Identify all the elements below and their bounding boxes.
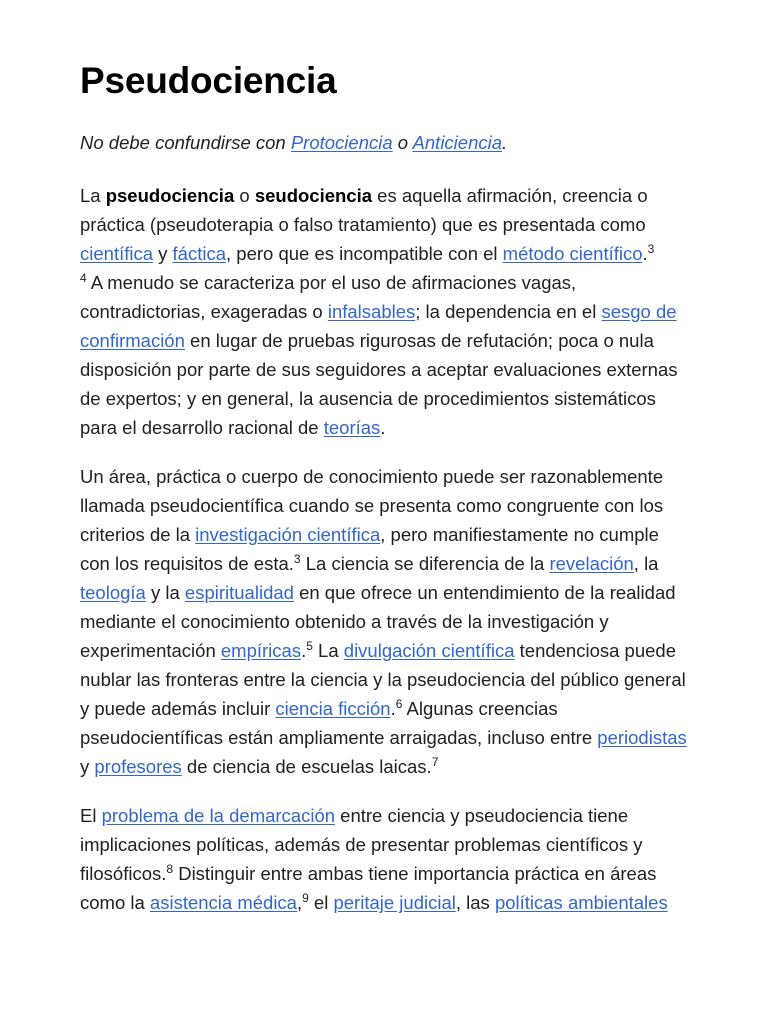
text: y: [80, 756, 95, 777]
text: es aquella afirmación, creencia o práctica (pseudoterapia o falso tratamiento) que es presentada como: [80, 185, 648, 235]
text: A menudo se caracteriza por el uso de afirmaciones vagas, contradictorias, exageradas o: [80, 272, 577, 322]
reference-3[interactable]: 3: [293, 551, 301, 566]
paragraph-demarcation: [80, 801, 688, 917]
link-metodo-cientifico[interactable]: método científico: [502, 243, 643, 264]
link-teologia[interactable]: teología: [80, 582, 146, 603]
text: entre ciencia y pseudociencia tiene implicaciones políticas, además de presentar problemas científicos y filosóficos.: [80, 805, 643, 884]
text: La ciencia se diferencia de la: [300, 553, 550, 574]
text: .: [301, 640, 307, 661]
text: de ciencia de escuelas laicas.: [181, 756, 432, 777]
bold-term-seudociencia: seudociencia: [254, 185, 373, 206]
bold-term-pseudociencia: pseudociencia: [105, 185, 235, 206]
text: y: [153, 243, 173, 264]
link-peritaje-judicial[interactable]: peritaje judicial: [333, 892, 456, 913]
reference-8[interactable]: 8: [166, 861, 174, 876]
link-cientifica[interactable]: científica: [80, 243, 154, 264]
hatnote: [80, 128, 688, 157]
text: y la: [145, 582, 185, 603]
link-asistencia-medica[interactable]: asistencia médica: [149, 892, 297, 913]
page-title: Pseudociencia: [80, 60, 337, 101]
text: .: [390, 698, 396, 719]
link-sesgo-de-confirmacion[interactable]: sesgo de confirmación: [80, 301, 677, 351]
link-anticiencia[interactable]: Anticiencia: [412, 132, 503, 153]
link-protociencia[interactable]: Protociencia: [290, 132, 393, 153]
link-problema-de-la-demarcacion[interactable]: problema de la demarcación: [101, 805, 336, 826]
text: ,: [296, 892, 303, 913]
text: , las: [455, 892, 495, 913]
text: o: [234, 185, 255, 206]
paragraph-intro: [80, 181, 688, 442]
text: El: [80, 805, 102, 826]
link-teorias[interactable]: teorías: [323, 417, 381, 438]
link-investigacion-cientifica[interactable]: investigación científica: [195, 524, 381, 545]
link-revelacion[interactable]: revelación: [549, 553, 634, 574]
link-infalsables[interactable]: infalsables: [327, 301, 416, 322]
link-politicas-ambientales[interactable]: políticas ambientales: [494, 892, 668, 913]
reference-6[interactable]: 6: [395, 696, 403, 711]
text: Distinguir entre ambas tiene importancia práctica en áreas como la: [80, 863, 657, 913]
text: .: [380, 417, 386, 438]
link-espiritualidad[interactable]: espiritualidad: [184, 582, 294, 603]
reference-7[interactable]: 7: [431, 754, 439, 769]
text: el: [308, 892, 334, 913]
link-profesores[interactable]: profesores: [94, 756, 182, 777]
link-empiricas[interactable]: empíricas: [220, 640, 302, 661]
link-ciencia-ficcion[interactable]: ciencia ficción: [275, 698, 391, 719]
text: ; la dependencia en el: [415, 301, 602, 322]
text: en que ofrece un entendimiento de la realidad mediante el conocimiento obtenido a través de la investigación y experimentación: [80, 582, 676, 661]
text: tendenciosa puede nublar las fronteras entre la ciencia y la pseudociencia del público general y puede además incluir: [80, 640, 686, 719]
hatnote-prefix: No debe confundirse con: [80, 132, 291, 153]
reference-9[interactable]: 9: [302, 890, 309, 905]
text: , pero manifiestamente no cumple con los requisitos de esta.: [80, 524, 659, 574]
paragraph-definition: [80, 462, 688, 781]
text: en lugar de pruebas rigurosas de refutación; poca o nula disposición por parte de sus seguidores a aceptar evaluaciones externas de expertos; y en general, la ausencia de procedimientos sistemáticos para el desarrollo racional de: [80, 330, 678, 438]
text: La: [312, 640, 344, 661]
text: , la: [633, 553, 659, 574]
reference-4[interactable]: 4: [80, 270, 87, 285]
text: Un área, práctica o cuerpo de conocimiento puede ser razonablemente llamada pseudocientífica cuando se presenta como congruente con los criterios de la: [80, 466, 664, 545]
text: .: [642, 243, 648, 264]
hatnote-suffix: .: [502, 132, 508, 153]
reference-3[interactable]: 3: [647, 241, 655, 256]
text: , pero que es incompatible con el: [226, 243, 503, 264]
text: Algunas creencias pseudocientíficas están ampliamente arraigadas, incluso entre: [80, 698, 598, 748]
link-divulgacion-cientifica[interactable]: divulgación científica: [343, 640, 515, 661]
reference-5[interactable]: 5: [306, 638, 313, 653]
link-periodistas[interactable]: periodistas: [597, 727, 687, 748]
hatnote-middle: o: [392, 132, 413, 153]
link-factica[interactable]: fáctica: [172, 243, 227, 264]
text: La: [80, 185, 106, 206]
